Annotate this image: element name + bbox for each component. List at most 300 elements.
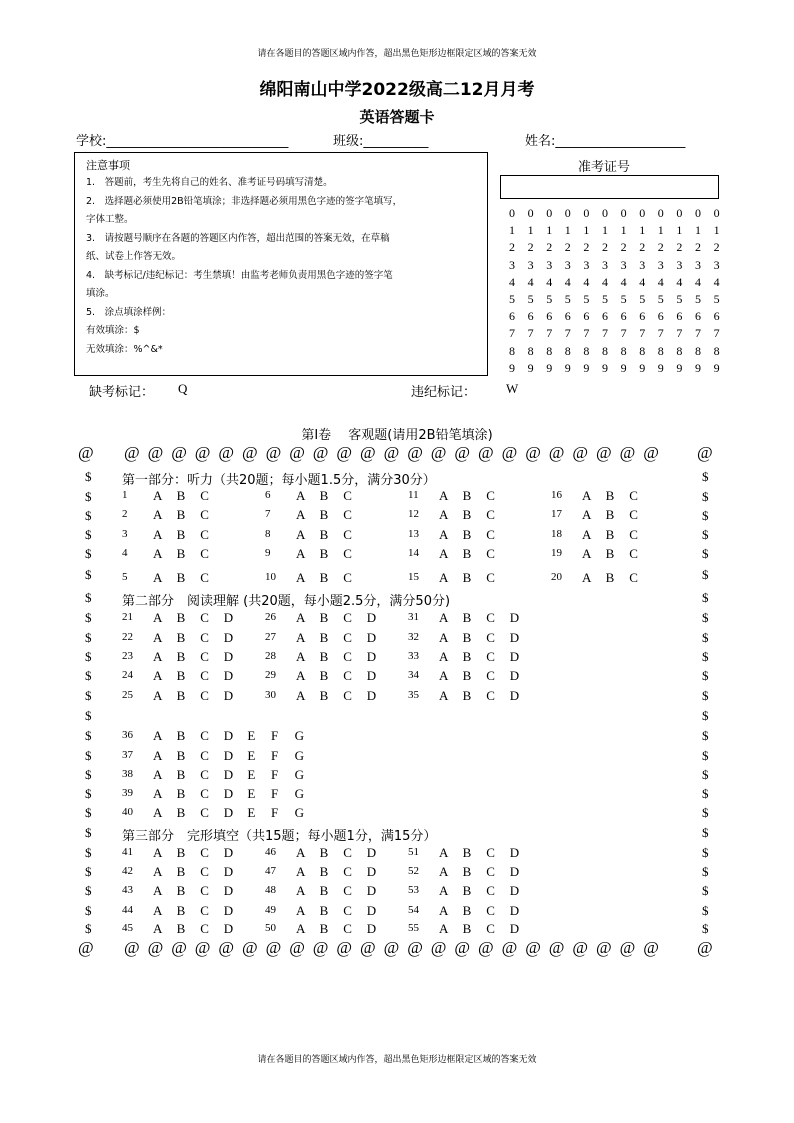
answer-option-bubble[interactable]: A [296, 630, 306, 645]
admission-digit[interactable]: 9 [583, 360, 590, 375]
admission-digit[interactable]: 2 [639, 240, 646, 255]
answer-option-bubble[interactable]: F [271, 805, 279, 820]
answer-option-bubble[interactable]: B [462, 864, 472, 879]
admission-digit[interactable]: 4 [602, 274, 608, 289]
answer-option-bubble[interactable]: A [153, 610, 163, 625]
answer-option-bubble[interactable]: C [200, 883, 209, 898]
answer-option-bubble[interactable]: D [223, 610, 234, 625]
answer-option-bubble[interactable]: A [296, 921, 306, 936]
admission-digit[interactable]: 0 [602, 206, 608, 220]
answer-option-bubble[interactable]: B [462, 921, 472, 936]
answer-option-bubble[interactable]: B [319, 527, 329, 542]
answer-option-bubble[interactable]: C [343, 610, 352, 625]
answer-option-bubble[interactable]: A [582, 527, 592, 542]
answer-option-bubble[interactable]: G [294, 728, 304, 743]
admission-digit[interactable]: 2 [676, 240, 683, 255]
answer-option-bubble[interactable]: A [296, 570, 306, 585]
admission-digit[interactable]: 3 [695, 257, 701, 272]
admission-digit[interactable]: 9 [620, 360, 627, 375]
answer-option-bubble[interactable]: A [153, 527, 163, 542]
answer-option-bubble[interactable]: B [462, 883, 472, 898]
answer-option-bubble[interactable]: C [200, 845, 209, 860]
admission-digit[interactable]: 1 [620, 223, 627, 238]
answer-option-bubble[interactable]: C [200, 748, 209, 763]
admission-digit[interactable]: 5 [527, 292, 534, 306]
absent-mark-box[interactable]: Q [178, 381, 188, 396]
answer-option-bubble[interactable]: A [153, 630, 163, 645]
admission-digit[interactable]: 1 [564, 223, 571, 238]
admission-digit[interactable]: 3 [564, 257, 571, 272]
admission-digit[interactable]: 9 [527, 360, 534, 375]
answer-option-bubble[interactable]: C [200, 507, 209, 522]
answer-option-bubble[interactable]: C [200, 767, 209, 782]
admission-digit[interactable]: 6 [602, 309, 608, 324]
answer-option-bubble[interactable]: G [294, 786, 304, 801]
answer-option-bubble[interactable]: A [439, 488, 449, 503]
answer-option-bubble[interactable]: A [439, 507, 449, 522]
admission-digit[interactable]: 9 [657, 360, 664, 375]
answer-option-bubble[interactable]: A [153, 921, 163, 936]
admission-digit[interactable]: 6 [564, 309, 571, 324]
answer-option-bubble[interactable]: D [223, 649, 234, 664]
admission-digit[interactable]: 5 [657, 292, 664, 306]
admission-digit[interactable]: 7 [527, 326, 534, 341]
admission-digit[interactable]: 0 [695, 206, 701, 220]
admission-digit[interactable]: 9 [564, 360, 571, 375]
admission-digit[interactable]: 7 [620, 326, 627, 341]
answer-option-bubble[interactable]: C [343, 668, 352, 683]
answer-option-bubble[interactable]: A [296, 688, 306, 703]
admission-digit[interactable]: 9 [676, 360, 683, 375]
admission-digit[interactable]: 8 [583, 343, 590, 358]
answer-option-bubble[interactable]: A [439, 649, 449, 664]
admission-digit[interactable]: 8 [602, 343, 608, 358]
answer-option-bubble[interactable]: B [176, 767, 186, 782]
admission-digit[interactable]: 0 [564, 206, 571, 220]
answer-option-bubble[interactable]: C [200, 570, 209, 585]
answer-option-bubble[interactable]: C [629, 507, 638, 522]
answer-option-bubble[interactable]: C [486, 649, 495, 664]
answer-option-bubble[interactable]: A [296, 488, 306, 503]
answer-option-bubble[interactable]: B [319, 921, 329, 936]
answer-option-bubble[interactable]: D [366, 610, 377, 625]
admission-digit[interactable]: 2 [509, 240, 515, 255]
answer-option-bubble[interactable]: C [343, 630, 352, 645]
answer-option-bubble[interactable]: B [462, 610, 472, 625]
answer-option-bubble[interactable]: D [223, 805, 234, 820]
answer-option-bubble[interactable]: A [153, 688, 163, 703]
answer-option-bubble[interactable]: A [153, 767, 163, 782]
answer-option-bubble[interactable]: C [629, 488, 638, 503]
admission-digit[interactable]: 5 [695, 292, 701, 306]
answer-option-bubble[interactable]: D [223, 728, 234, 743]
answer-option-bubble[interactable]: D [223, 903, 234, 918]
answer-option-bubble[interactable]: C [486, 546, 495, 561]
admission-digit[interactable]: 2 [657, 240, 664, 255]
answer-option-bubble[interactable]: E [247, 728, 256, 743]
answer-option-bubble[interactable]: B [176, 805, 186, 820]
answer-option-bubble[interactable]: B [462, 688, 472, 703]
answer-option-bubble[interactable]: D [223, 845, 234, 860]
answer-option-bubble[interactable]: D [223, 630, 234, 645]
admission-digit[interactable]: 4 [695, 274, 701, 289]
admission-digit[interactable]: 6 [527, 309, 534, 324]
admission-digit[interactable]: 2 [695, 240, 701, 255]
admission-digit[interactable]: 5 [509, 292, 515, 306]
admission-digit[interactable]: 6 [639, 309, 646, 324]
violation-mark-box[interactable]: W [506, 381, 519, 396]
answer-option-bubble[interactable]: B [319, 688, 329, 703]
answer-option-bubble[interactable]: B [176, 883, 186, 898]
admission-digit[interactable]: 1 [695, 223, 701, 238]
answer-option-bubble[interactable]: C [343, 864, 352, 879]
answer-option-bubble[interactable]: B [319, 864, 329, 879]
admission-digit[interactable]: 7 [676, 326, 683, 341]
answer-option-bubble[interactable]: B [176, 527, 186, 542]
admission-digit[interactable]: 0 [676, 206, 683, 220]
answer-option-bubble[interactable]: B [605, 570, 615, 585]
admission-digit[interactable]: 8 [695, 343, 701, 358]
answer-option-bubble[interactable]: C [629, 546, 638, 561]
admission-digit[interactable]: 6 [583, 309, 590, 324]
admission-digit[interactable]: 9 [713, 360, 720, 375]
answer-option-bubble[interactable]: A [153, 883, 163, 898]
answer-option-bubble[interactable]: A [153, 748, 163, 763]
admission-digit[interactable]: 2 [602, 240, 608, 255]
answer-option-bubble[interactable]: G [294, 805, 304, 820]
admission-digit[interactable]: 6 [676, 309, 683, 324]
answer-option-bubble[interactable]: D [366, 630, 377, 645]
answer-option-bubble[interactable]: A [153, 786, 163, 801]
admission-digit[interactable]: 1 [583, 223, 590, 238]
answer-option-bubble[interactable]: E [247, 805, 256, 820]
answer-option-bubble[interactable]: B [319, 507, 329, 522]
answer-option-bubble[interactable]: B [319, 845, 329, 860]
admission-digit[interactable]: 8 [639, 343, 646, 358]
answer-option-bubble[interactable]: C [343, 921, 352, 936]
answer-option-bubble[interactable]: B [462, 845, 472, 860]
answer-option-bubble[interactable]: B [319, 649, 329, 664]
admission-digit[interactable]: 3 [639, 257, 646, 272]
answer-option-bubble[interactable]: C [486, 570, 495, 585]
admission-digit[interactable]: 7 [657, 326, 664, 341]
answer-option-bubble[interactable]: G [294, 748, 304, 763]
admission-digit[interactable]: 9 [509, 360, 515, 375]
admission-digit[interactable]: 4 [620, 274, 627, 289]
admission-digit[interactable]: 9 [695, 360, 701, 375]
answer-option-bubble[interactable]: A [153, 668, 163, 683]
answer-option-bubble[interactable]: C [200, 903, 209, 918]
answer-option-bubble[interactable]: C [343, 546, 352, 561]
answer-option-bubble[interactable]: B [319, 546, 329, 561]
answer-option-bubble[interactable]: B [605, 527, 615, 542]
admission-digit[interactable]: 8 [620, 343, 627, 358]
answer-option-bubble[interactable]: A [296, 507, 306, 522]
answer-option-bubble[interactable]: A [439, 688, 449, 703]
admission-digit[interactable]: 7 [639, 326, 646, 341]
admission-digit[interactable]: 4 [713, 274, 720, 289]
answer-option-bubble[interactable]: A [439, 610, 449, 625]
answer-option-bubble[interactable]: A [439, 903, 449, 918]
answer-option-bubble[interactable]: D [509, 649, 520, 664]
answer-option-bubble[interactable]: D [366, 845, 377, 860]
admission-digit[interactable]: 8 [509, 343, 515, 358]
answer-option-bubble[interactable]: B [176, 570, 186, 585]
answer-option-bubble[interactable]: A [582, 488, 592, 503]
answer-option-bubble[interactable]: B [462, 570, 472, 585]
answer-option-bubble[interactable]: C [486, 883, 495, 898]
answer-option-bubble[interactable]: B [176, 630, 186, 645]
answer-option-bubble[interactable]: B [176, 921, 186, 936]
admission-digit[interactable]: 8 [546, 343, 553, 358]
admission-digit[interactable]: 5 [583, 292, 590, 306]
answer-option-bubble[interactable]: A [153, 903, 163, 918]
admission-digit[interactable]: 1 [546, 223, 553, 238]
admission-digit[interactable]: 8 [713, 343, 720, 358]
answer-option-bubble[interactable]: B [319, 488, 329, 503]
admission-digit[interactable]: 0 [620, 206, 627, 220]
answer-option-bubble[interactable]: D [223, 864, 234, 879]
admission-digit[interactable]: 8 [657, 343, 664, 358]
answer-option-bubble[interactable]: A [153, 488, 163, 503]
answer-option-bubble[interactable]: C [200, 630, 209, 645]
answer-option-bubble[interactable]: B [605, 488, 615, 503]
answer-option-bubble[interactable]: C [200, 546, 209, 561]
answer-option-bubble[interactable]: C [486, 630, 495, 645]
answer-option-bubble[interactable]: D [366, 668, 377, 683]
admission-digit[interactable]: 3 [602, 257, 608, 272]
answer-option-bubble[interactable]: B [176, 610, 186, 625]
answer-option-bubble[interactable]: D [366, 864, 377, 879]
admission-digit[interactable]: 1 [639, 223, 646, 238]
answer-option-bubble[interactable]: C [486, 688, 495, 703]
answer-option-bubble[interactable]: D [223, 688, 234, 703]
admission-digit[interactable]: 5 [546, 292, 553, 306]
answer-option-bubble[interactable]: D [366, 883, 377, 898]
answer-option-bubble[interactable]: A [439, 668, 449, 683]
admission-digit[interactable]: 7 [509, 326, 515, 341]
admission-digit[interactable]: 4 [583, 274, 590, 289]
answer-option-bubble[interactable]: B [462, 630, 472, 645]
answer-option-bubble[interactable]: D [509, 921, 520, 936]
admission-digit[interactable]: 0 [657, 206, 664, 220]
answer-option-bubble[interactable]: A [582, 570, 592, 585]
answer-option-bubble[interactable]: C [629, 527, 638, 542]
answer-option-bubble[interactable]: C [343, 883, 352, 898]
answer-option-bubble[interactable]: C [486, 864, 495, 879]
admission-digit[interactable]: 4 [527, 274, 534, 289]
answer-option-bubble[interactable]: C [343, 845, 352, 860]
answer-option-bubble[interactable]: B [605, 546, 615, 561]
answer-option-bubble[interactable]: C [343, 649, 352, 664]
admission-digit[interactable]: 3 [676, 257, 683, 272]
answer-option-bubble[interactable]: C [200, 668, 209, 683]
answer-option-bubble[interactable]: D [509, 903, 520, 918]
answer-option-bubble[interactable]: B [176, 668, 186, 683]
admission-digit[interactable]: 4 [639, 274, 646, 289]
answer-option-bubble[interactable]: B [176, 728, 186, 743]
answer-option-bubble[interactable]: C [486, 610, 495, 625]
answer-option-bubble[interactable]: A [153, 728, 163, 743]
admission-digit[interactable]: 3 [657, 257, 664, 272]
answer-option-bubble[interactable]: D [366, 688, 377, 703]
answer-option-bubble[interactable]: A [296, 903, 306, 918]
admission-digit[interactable]: 3 [546, 257, 553, 272]
answer-option-bubble[interactable]: A [296, 668, 306, 683]
admission-digit[interactable]: 0 [546, 206, 553, 220]
answer-option-bubble[interactable]: D [509, 668, 520, 683]
answer-option-bubble[interactable]: B [462, 488, 472, 503]
answer-option-bubble[interactable]: A [439, 883, 449, 898]
answer-option-bubble[interactable]: C [200, 488, 209, 503]
answer-option-bubble[interactable]: A [296, 527, 306, 542]
answer-option-bubble[interactable]: A [153, 845, 163, 860]
answer-option-bubble[interactable]: C [486, 903, 495, 918]
admission-digit[interactable]: 7 [713, 326, 720, 341]
answer-option-bubble[interactable]: B [319, 630, 329, 645]
answer-option-bubble[interactable]: B [176, 507, 186, 522]
answer-option-bubble[interactable]: B [176, 864, 186, 879]
class-field[interactable]: 班级:__________ [333, 134, 429, 149]
admission-digit[interactable]: 8 [676, 343, 683, 358]
answer-option-bubble[interactable]: C [200, 864, 209, 879]
answer-option-bubble[interactable]: C [486, 668, 495, 683]
admission-digit[interactable]: 6 [713, 309, 720, 324]
answer-option-bubble[interactable]: C [343, 688, 352, 703]
admission-digit[interactable]: 1 [657, 223, 664, 238]
answer-option-bubble[interactable]: A [582, 507, 592, 522]
answer-option-bubble[interactable]: B [462, 649, 472, 664]
answer-option-bubble[interactable]: D [366, 649, 377, 664]
answer-option-bubble[interactable]: B [176, 786, 186, 801]
answer-option-bubble[interactable]: C [200, 649, 209, 664]
answer-option-bubble[interactable]: D [509, 864, 520, 879]
answer-option-bubble[interactable]: B [319, 903, 329, 918]
answer-option-bubble[interactable]: D [509, 610, 520, 625]
answer-option-bubble[interactable]: C [200, 921, 209, 936]
admission-digit[interactable]: 8 [564, 343, 571, 358]
answer-option-bubble[interactable]: D [509, 883, 520, 898]
answer-option-bubble[interactable]: C [343, 488, 352, 503]
admission-digit[interactable]: 0 [509, 206, 515, 220]
answer-option-bubble[interactable]: B [605, 507, 615, 522]
answer-option-bubble[interactable]: B [176, 748, 186, 763]
admission-digit[interactable]: 4 [509, 274, 515, 289]
answer-option-bubble[interactable]: A [153, 507, 163, 522]
admission-digit[interactable]: 5 [713, 292, 720, 306]
answer-option-bubble[interactable]: E [247, 748, 256, 763]
admission-digit[interactable]: 3 [583, 257, 590, 272]
answer-option-bubble[interactable]: B [176, 903, 186, 918]
admission-digit[interactable]: 0 [583, 206, 590, 220]
admission-digit[interactable]: 1 [713, 223, 720, 238]
admission-digit[interactable]: 6 [657, 309, 664, 324]
admission-digit[interactable]: 1 [676, 223, 683, 238]
admission-digit[interactable]: 5 [564, 292, 571, 306]
admission-digit[interactable]: 1 [527, 223, 534, 238]
answer-option-bubble[interactable]: A [153, 546, 163, 561]
admission-digit[interactable]: 5 [676, 292, 683, 306]
answer-option-bubble[interactable]: F [271, 767, 279, 782]
admission-digit[interactable]: 2 [564, 240, 571, 255]
answer-option-bubble[interactable]: B [462, 527, 472, 542]
admission-digit[interactable]: 5 [620, 292, 627, 306]
admission-digit[interactable]: 2 [583, 240, 590, 255]
answer-option-bubble[interactable]: A [439, 845, 449, 860]
admission-digit[interactable]: 2 [713, 240, 720, 255]
answer-option-bubble[interactable]: E [247, 767, 256, 782]
admission-digit[interactable]: 6 [546, 309, 553, 324]
answer-option-bubble[interactable]: A [296, 845, 306, 860]
answer-option-bubble[interactable]: D [223, 921, 234, 936]
answer-option-bubble[interactable]: C [486, 921, 495, 936]
answer-option-bubble[interactable]: A [296, 883, 306, 898]
admission-digit[interactable]: 2 [527, 240, 534, 255]
admission-digit[interactable]: 5 [602, 292, 608, 306]
answer-option-bubble[interactable]: A [439, 864, 449, 879]
answer-option-bubble[interactable]: B [176, 546, 186, 561]
answer-option-bubble[interactable]: B [176, 649, 186, 664]
admission-digit[interactable]: 6 [695, 309, 701, 324]
answer-option-bubble[interactable]: F [271, 786, 279, 801]
answer-option-bubble[interactable]: B [462, 668, 472, 683]
admission-digit[interactable]: 3 [620, 257, 627, 272]
answer-option-bubble[interactable]: F [271, 748, 279, 763]
admission-digit[interactable]: 7 [564, 326, 571, 341]
admission-digit[interactable]: 4 [676, 274, 683, 289]
answer-option-bubble[interactable]: C [200, 610, 209, 625]
answer-option-bubble[interactable]: F [271, 728, 279, 743]
admission-digit[interactable]: 7 [546, 326, 553, 341]
admission-digit[interactable]: 3 [713, 257, 720, 272]
answer-option-bubble[interactable]: D [223, 786, 234, 801]
answer-option-bubble[interactable]: B [319, 570, 329, 585]
admission-digit[interactable]: 6 [509, 309, 515, 324]
admission-digit[interactable]: 1 [602, 223, 608, 238]
admission-digit[interactable]: 3 [509, 257, 515, 272]
admission-digit[interactable]: 6 [620, 309, 627, 324]
answer-option-bubble[interactable]: A [439, 630, 449, 645]
answer-option-bubble[interactable]: E [247, 786, 256, 801]
admission-digit[interactable]: 7 [583, 326, 590, 341]
admission-digit[interactable]: 4 [657, 274, 664, 289]
answer-option-bubble[interactable]: D [223, 883, 234, 898]
answer-option-bubble[interactable]: D [223, 767, 234, 782]
answer-option-bubble[interactable]: C [343, 570, 352, 585]
answer-option-bubble[interactable]: D [223, 748, 234, 763]
admission-digit[interactable]: 9 [546, 360, 553, 375]
admission-digit[interactable]: 8 [527, 343, 534, 358]
answer-option-bubble[interactable]: A [439, 527, 449, 542]
answer-option-bubble[interactable]: B [176, 688, 186, 703]
answer-option-bubble[interactable]: C [343, 527, 352, 542]
answer-option-bubble[interactable]: A [296, 649, 306, 664]
answer-option-bubble[interactable]: A [296, 546, 306, 561]
admission-digit[interactable]: 7 [695, 326, 701, 341]
admission-digit[interactable]: 2 [620, 240, 627, 255]
answer-option-bubble[interactable]: A [439, 570, 449, 585]
admission-digit[interactable]: 7 [602, 326, 608, 341]
answer-option-bubble[interactable]: C [486, 527, 495, 542]
answer-option-bubble[interactable]: B [462, 903, 472, 918]
answer-option-bubble[interactable]: A [153, 864, 163, 879]
admission-digit[interactable]: 2 [546, 240, 553, 255]
answer-option-bubble[interactable]: C [486, 488, 495, 503]
answer-option-bubble[interactable]: D [223, 668, 234, 683]
answer-option-bubble[interactable]: B [462, 507, 472, 522]
answer-option-bubble[interactable]: A [582, 546, 592, 561]
answer-option-bubble[interactable]: B [462, 546, 472, 561]
